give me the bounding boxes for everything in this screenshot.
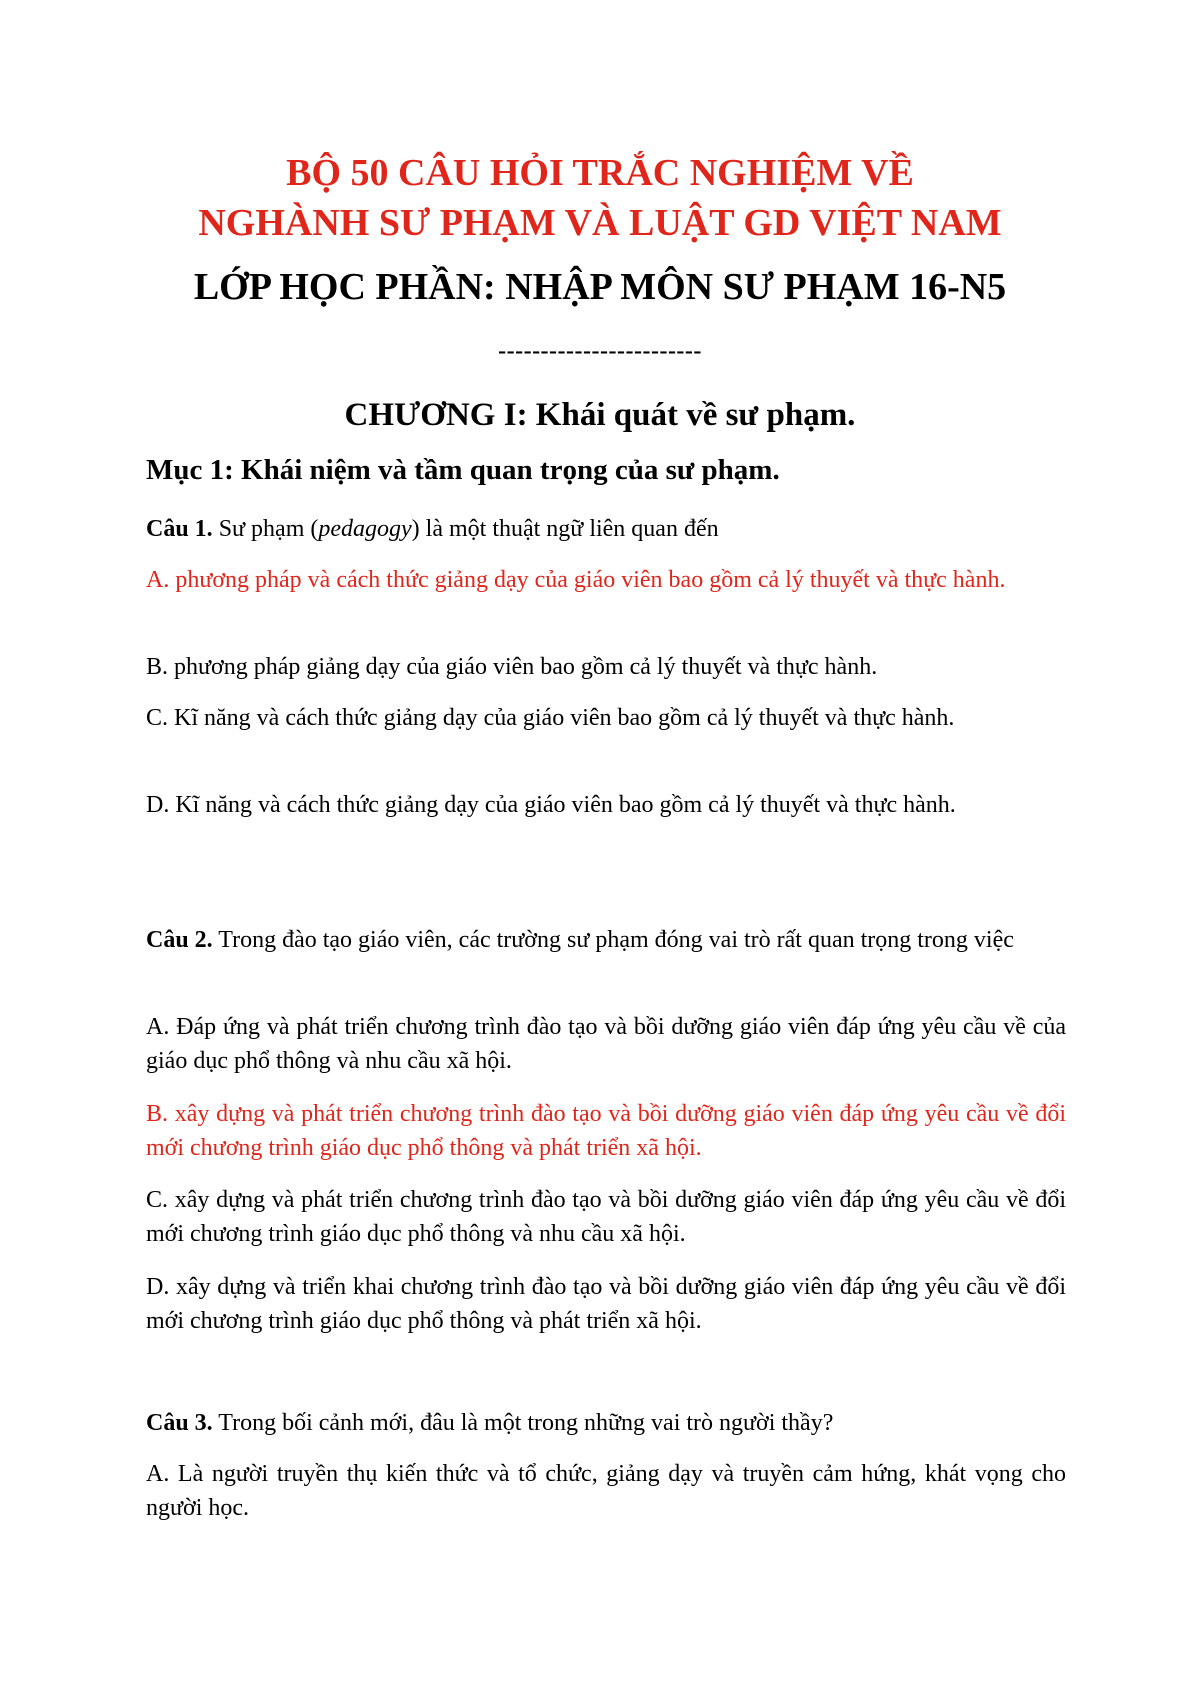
question-1-answer-c: C. Kĩ năng và cách thức giảng dạy của giáo viên bao gồm cả lý thuyết và thực hành.	[146, 705, 955, 731]
chapter-heading: CHƯƠNG I: Khái quát về sư phạm.	[344, 397, 856, 433]
question-1-stem	[146, 512, 1066, 546]
question-2-answer-c: C. xây dựng và phát triển chương trình đào tạo và bồi dưỡng giáo viên đáp ứng yêu cầu về đổi mới chương trình giáo dục phổ thông và nhu cầu xã hội.	[146, 1187, 1066, 1247]
question-2-label: Câu 2.	[146, 927, 213, 953]
section-heading: Mục 1: Khái niệm và tầm quan trọng của sư phạm.	[146, 454, 780, 486]
document-title-line-1: BỘ 50 CÂU HỎI TRẮC NGHIỆM VỀ	[286, 152, 914, 194]
question-1-answer-b: B. phương pháp giảng dạy của giáo viên bao gồm cả lý thuyết và thực hành.	[146, 654, 878, 680]
question-2-stem	[146, 923, 1066, 957]
question-3-stem	[146, 1406, 1066, 1440]
document-title-line-2: NGHÀNH SƯ PHẠM VÀ LUẬT GD VIỆT NAM	[198, 202, 1002, 244]
question-2-answer-a: A. Đáp ứng và phát triển chương trình đào tạo và bồi dưỡng giáo viên đáp ứng yêu cầu về của giáo dục phổ thông và nhu cầu xã hội.	[146, 1014, 1066, 1074]
question-1-answer-d: D. Kĩ năng và cách thức giảng dạy của giáo viên bao gồm cả lý thuyết và thực hành.	[146, 792, 956, 818]
question-1-stem-after: ) là một thuật ngữ liên quan đến	[411, 516, 719, 542]
question-1-label: Câu 1.	[146, 516, 213, 542]
question-2-answer-d: D. xây dựng và triển khai chương trình đào tạo và bồi dưỡng giáo viên đáp ứng yêu cầu về đổi mới chương trình giáo dục phổ thông và phát triển xã hội.	[146, 1274, 1066, 1334]
question-1-answer-a: A. phương pháp và cách thức giảng dạy của giáo viên bao gồm cả lý thuyết và thực hành.	[146, 567, 1006, 593]
question-1-stem-before: Sư phạm (	[212, 516, 319, 542]
question-3-answer-a: A. Là người truyền thụ kiến thức và tổ chức, giảng dạy và truyền cảm hứng, khát vọng cho người học.	[146, 1461, 1066, 1521]
course-subtitle: LỚP HỌC PHẦN: NHẬP MÔN SƯ PHẠM 16-N5	[193, 266, 1007, 308]
question-3-label: Câu 3.	[146, 1410, 213, 1436]
question-2-stem-text: Trong đào tạo giáo viên, các trường sư phạm đóng vai trò rất quan trọng trong việc	[212, 927, 1014, 953]
question-3-stem-text: Trong bối cảnh mới, đâu là một trong những vai trò người thầy?	[212, 1410, 834, 1436]
question-2-answer-b: B. xây dựng và phát triển chương trình đào tạo và bồi dưỡng giáo viên đáp ứng yêu cầu về đổi mới chương trình giáo dục phổ thông và phát triển xã hội.	[146, 1101, 1066, 1161]
divider-line: ------------------------	[498, 338, 702, 364]
question-1-stem-italic: pedagogy	[318, 516, 412, 542]
